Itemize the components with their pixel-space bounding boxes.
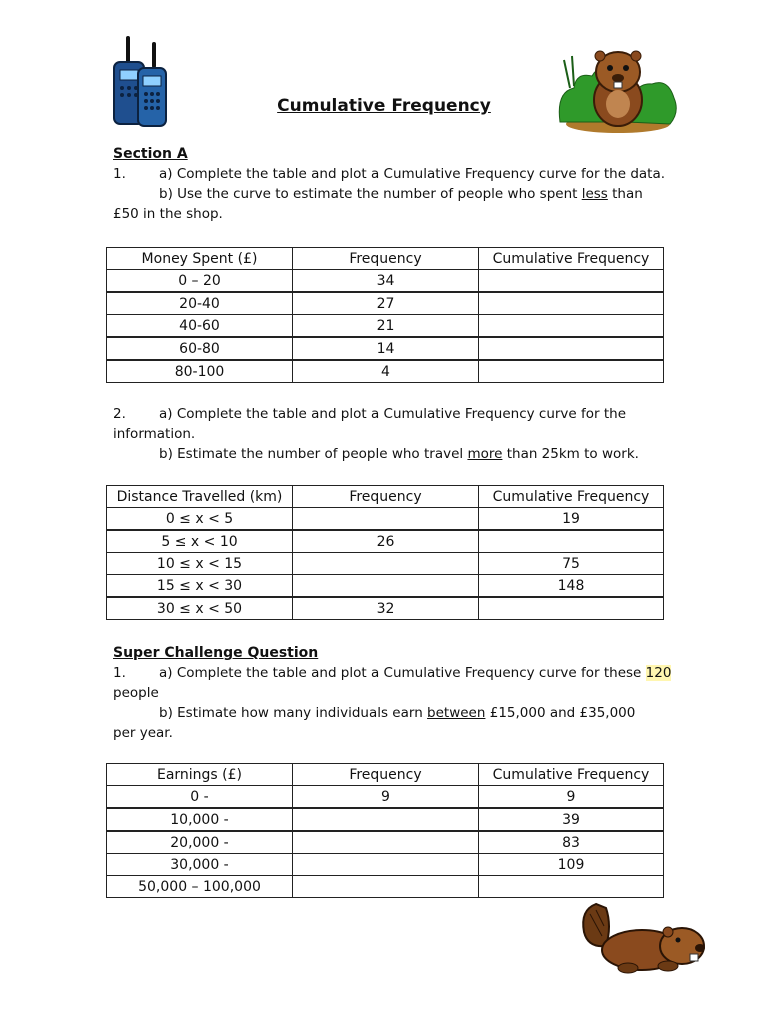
table-row (107, 597, 664, 620)
cell: 10,000 - (107, 808, 293, 831)
cell: 80-100 (107, 360, 293, 383)
cell: 83 (479, 831, 664, 854)
beaver-on-grass-icon (556, 42, 680, 134)
table-row (107, 831, 664, 854)
q2-part-a: a) Complete the table and plot a Cumulative Frequency curve for the (159, 406, 627, 422)
answer-cell (293, 553, 479, 575)
table-row (107, 553, 664, 575)
q2-part-a-cont: information. (113, 426, 196, 442)
table-row (107, 337, 664, 360)
answer-cell (479, 315, 664, 338)
cell: 40-60 (107, 315, 293, 338)
cell: 0 – 20 (107, 270, 293, 293)
answer-cell (293, 808, 479, 831)
cell: 34 (293, 270, 479, 293)
cell: 20-40 (107, 292, 293, 315)
table-row (107, 315, 664, 338)
table-row (107, 808, 664, 831)
header-cell: Money Spent (£) (107, 248, 293, 270)
challenge-heading: Super Challenge Question (113, 645, 319, 661)
answer-cell (293, 854, 479, 876)
table-row (107, 876, 664, 898)
cell: 50,000 – 100,000 (107, 876, 293, 898)
cell: 32 (293, 597, 479, 620)
cell: 14 (293, 337, 479, 360)
table-row (107, 854, 664, 876)
header-cell: Frequency (293, 248, 479, 270)
cell: 109 (479, 854, 664, 876)
q1-part-b: b) Use the curve to estimate the number of people who spent less than (159, 186, 643, 202)
challenge-part-a: a) Complete the table and plot a Cumulative Frequency curve for these 120 (159, 665, 672, 681)
table-header-row (107, 248, 664, 270)
q1-part-a: a) Complete the table and plot a Cumulative Frequency curve for the data. (159, 166, 666, 182)
table-row (107, 270, 664, 293)
table-header-row (107, 764, 664, 786)
header-cell: Frequency (293, 764, 479, 786)
answer-cell (479, 337, 664, 360)
answer-cell (293, 831, 479, 854)
cell: 60-80 (107, 337, 293, 360)
cell: 10 ≤ x < 15 (107, 553, 293, 575)
cell: 75 (479, 553, 664, 575)
cell: 30 ≤ x < 50 (107, 597, 293, 620)
cell: 4 (293, 360, 479, 383)
cell: 15 ≤ x < 30 (107, 575, 293, 598)
cell: 0 ≤ x < 5 (107, 508, 293, 531)
cell: 30,000 - (107, 854, 293, 876)
emphasis-between: between (427, 705, 486, 721)
cell: 21 (293, 315, 479, 338)
challenge-part-b: b) Estimate how many individuals earn between £15,000 and £35,000 (159, 705, 636, 721)
answer-cell (293, 575, 479, 598)
answer-cell (293, 508, 479, 531)
table-row (107, 508, 664, 531)
q1-part-b-cont: £50 in the shop. (113, 206, 223, 222)
cell: 39 (479, 808, 664, 831)
cell: 0 - (107, 786, 293, 809)
header-cell: Cumulative Frequency (479, 248, 664, 270)
header-cell: Cumulative Frequency (479, 764, 664, 786)
header-cell: Earnings (£) (107, 764, 293, 786)
cell: 26 (293, 530, 479, 553)
section-a-heading: Section A (113, 146, 188, 162)
answer-cell (479, 292, 664, 315)
table-row (107, 360, 664, 383)
table-row (107, 530, 664, 553)
answer-cell (479, 530, 664, 553)
page-title: Cumulative Frequency (277, 96, 491, 116)
header-cell: Distance Travelled (km) (107, 486, 293, 508)
challenge-number: 1. (113, 665, 126, 681)
table-header-row (107, 486, 664, 508)
cell: 19 (479, 508, 664, 531)
header-cell: Cumulative Frequency (479, 486, 664, 508)
answer-cell (479, 876, 664, 898)
table-distance-travelled (106, 485, 664, 620)
table-row (107, 292, 664, 315)
answer-cell (479, 597, 664, 620)
emphasis-more: more (467, 446, 503, 462)
highlight-120: 120 (645, 665, 672, 681)
cell: 9 (293, 786, 479, 809)
challenge-part-b-cont: per year. (113, 725, 173, 741)
q2-part-b: b) Estimate the number of people who travel more than 25km to work. (159, 446, 639, 462)
beaver-icon (576, 896, 712, 976)
emphasis-less: less (581, 186, 608, 202)
challenge-part-a-cont: people (113, 685, 159, 701)
table-money-spent (106, 247, 664, 383)
q1-number: 1. (113, 166, 126, 182)
header-cell: Frequency (293, 486, 479, 508)
q2-number: 2. (113, 406, 126, 422)
answer-cell (479, 270, 664, 293)
table-row (107, 786, 664, 809)
cell: 27 (293, 292, 479, 315)
answer-cell (479, 360, 664, 383)
cell: 9 (479, 786, 664, 809)
table-earnings (106, 763, 664, 898)
cell: 20,000 - (107, 831, 293, 854)
answer-cell (293, 876, 479, 898)
cell: 5 ≤ x < 10 (107, 530, 293, 553)
table-row (107, 575, 664, 598)
cell: 148 (479, 575, 664, 598)
